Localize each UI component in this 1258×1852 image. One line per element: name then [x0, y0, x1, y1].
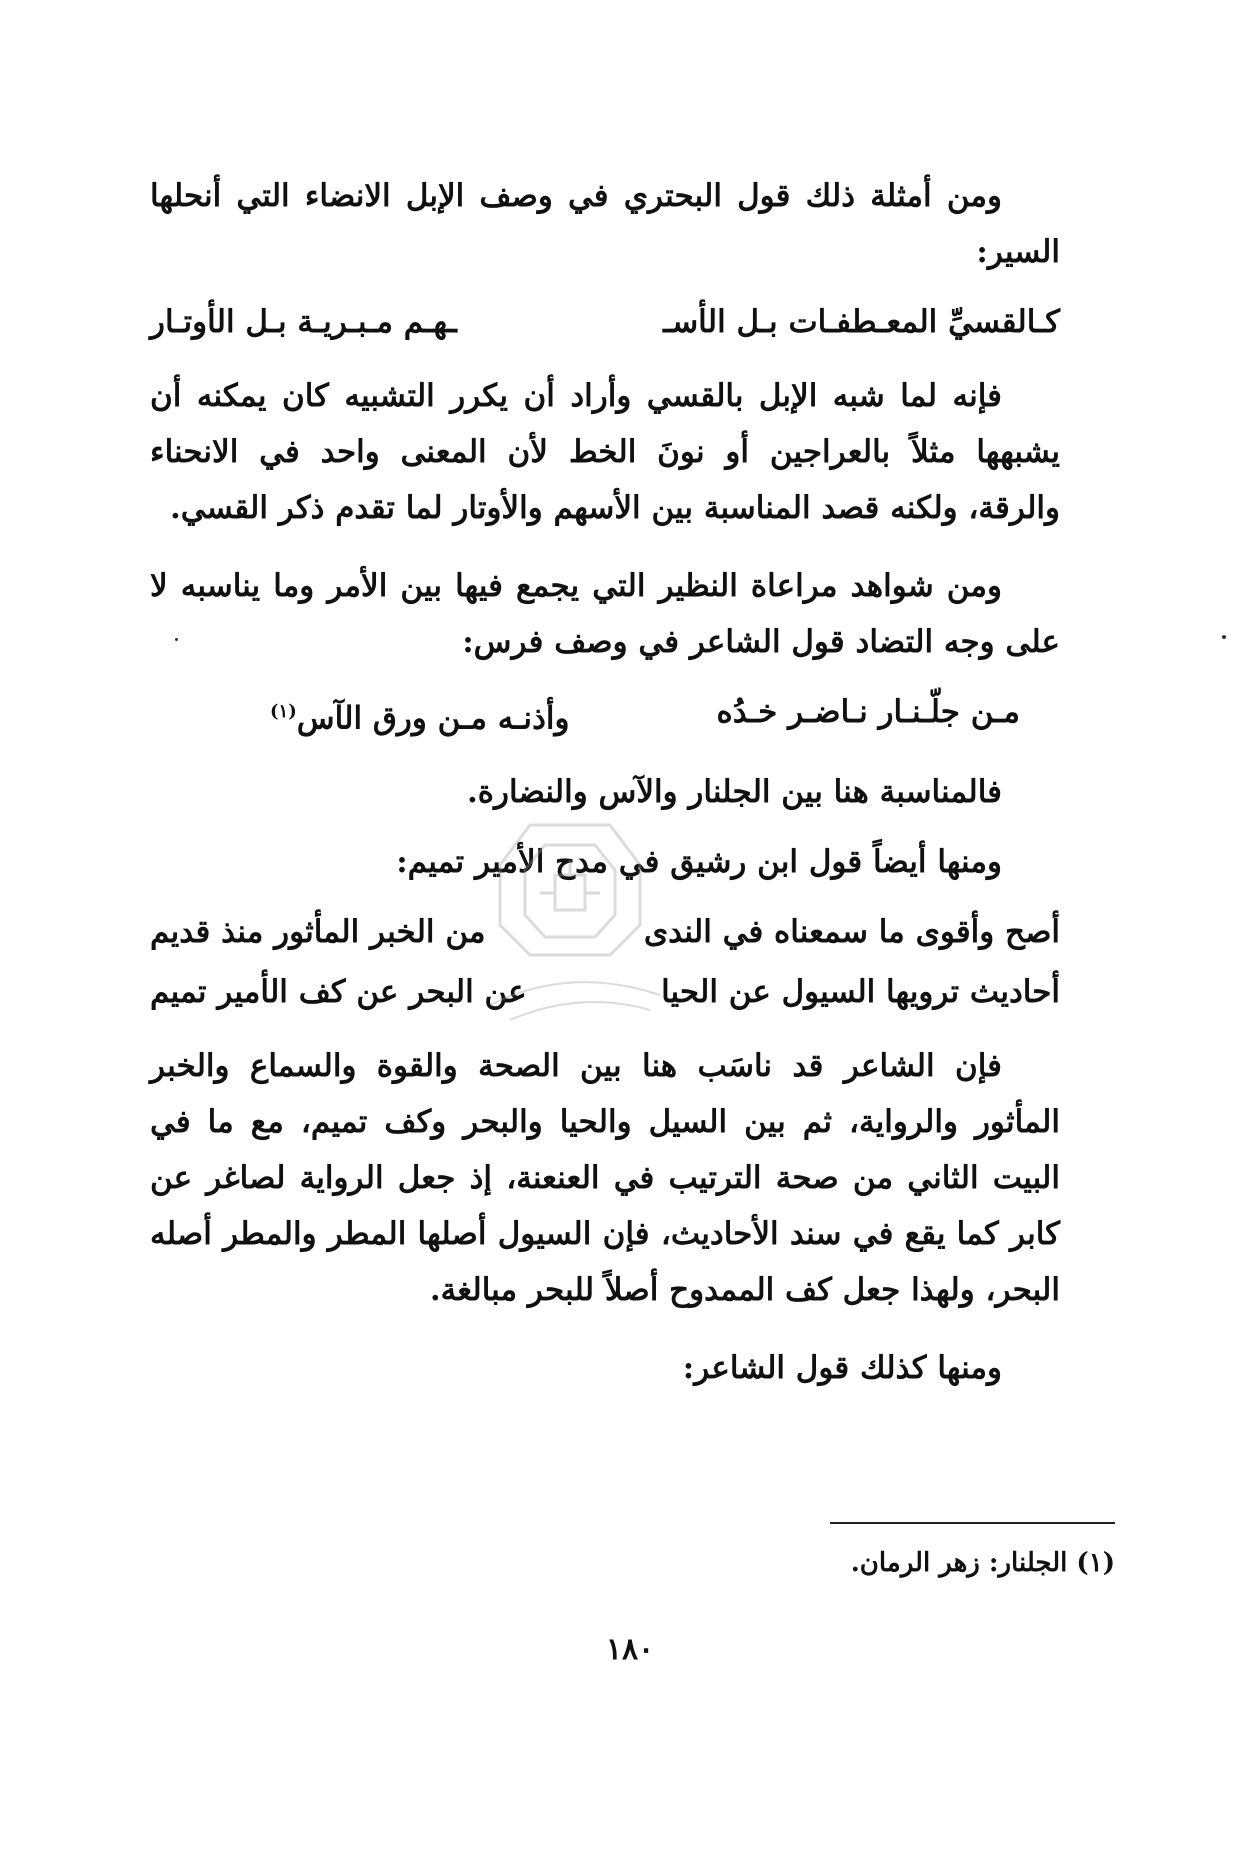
footnote-reference: (١) — [270, 701, 297, 722]
paragraph: ومنها أيضاً قول ابن رشيق في مدح الأمير تميم: — [396, 844, 1002, 881]
main-text — [150, 168, 1060, 1418]
library-seal-watermark-icon — [470, 805, 670, 1035]
paragraph: فإنه لما شبه الإبل بالقسي وأراد أن يكرر التشبيه كان يمكنه أن يشبهها مثلاً بالعراجين أو نونَ الخط لأن المعنى واحد في الانحناء والرقة، ولكنه قصد المناسبة بين الأسهم والأوتار لما تقدم ذكر القسي. — [150, 378, 1060, 526]
paragraph: فإن الشاعر قد ناسَب هنا بين الصحة والقوة والسماع والخبر المأثور والرواية، ثم بين السيل والحيا والبحر وكف تميم، مع ما في البيت الثاني من صحة الترتيب في العنعنة، إذ جعل الرواية لصاغر عن كابر كما يقع في سند الأحاديث، فإن السيول أصلها المطر والمطر أصله البحر، ولهذا جعل كف الممدوح أصلاً للبحر مبالغة. — [150, 1048, 1060, 1309]
verse-first-hemistich: أصح وأقوى ما سمعناه في الندى — [643, 914, 1060, 951]
paragraph: ومن أمثلة ذلك قول البحتري في وصف الإبل الانضاء التي أنحلها السير: — [150, 178, 1060, 270]
verse-first-hemistich: أحاديث ترويها السيول عن الحيا — [661, 974, 1060, 1011]
verse-first-hemistich: كـالقسيِّ المعـطفـات بـل الأسـ — [663, 304, 1060, 340]
verse-first-hemistich: مـن جلّـنـار نـاضـر خـدُه — [716, 694, 1020, 730]
verse-second-text: وأذنـه مـن ورق الآس — [296, 700, 570, 737]
verse-line — [150, 684, 1060, 746]
paragraph: فالمناسبة هنا بين الجلنار والآس والنضارة. — [467, 774, 1002, 811]
page-number: ١٨٠ — [605, 1632, 655, 1667]
verse-second-hemistich: ـهـم مـبـريـة بـل الأوتـار — [150, 304, 457, 340]
paragraph: ومن شواهد مراعاة النظير التي يجمع فيها بين الأمر وما يناسبه لا على وجه التضاد قول الشاعر في وصف فرس: — [150, 568, 1060, 660]
verse-line — [150, 294, 1060, 350]
verse-second-hemistich — [270, 684, 569, 746]
verse-second-hemistich: من الخبر المأثور منذ قديم — [150, 914, 486, 951]
scan-speck — [175, 638, 178, 641]
paragraph: ومنها كذلك قول الشاعر: — [682, 1350, 1002, 1387]
verse-second-hemistich: عن البحر عن كف الأمير تميم — [150, 974, 527, 1011]
footnote-divider — [830, 1522, 1115, 1524]
footnote: (١) الجلنار: زهر الرمان. — [850, 1548, 1115, 1578]
scan-speck — [1222, 635, 1226, 639]
